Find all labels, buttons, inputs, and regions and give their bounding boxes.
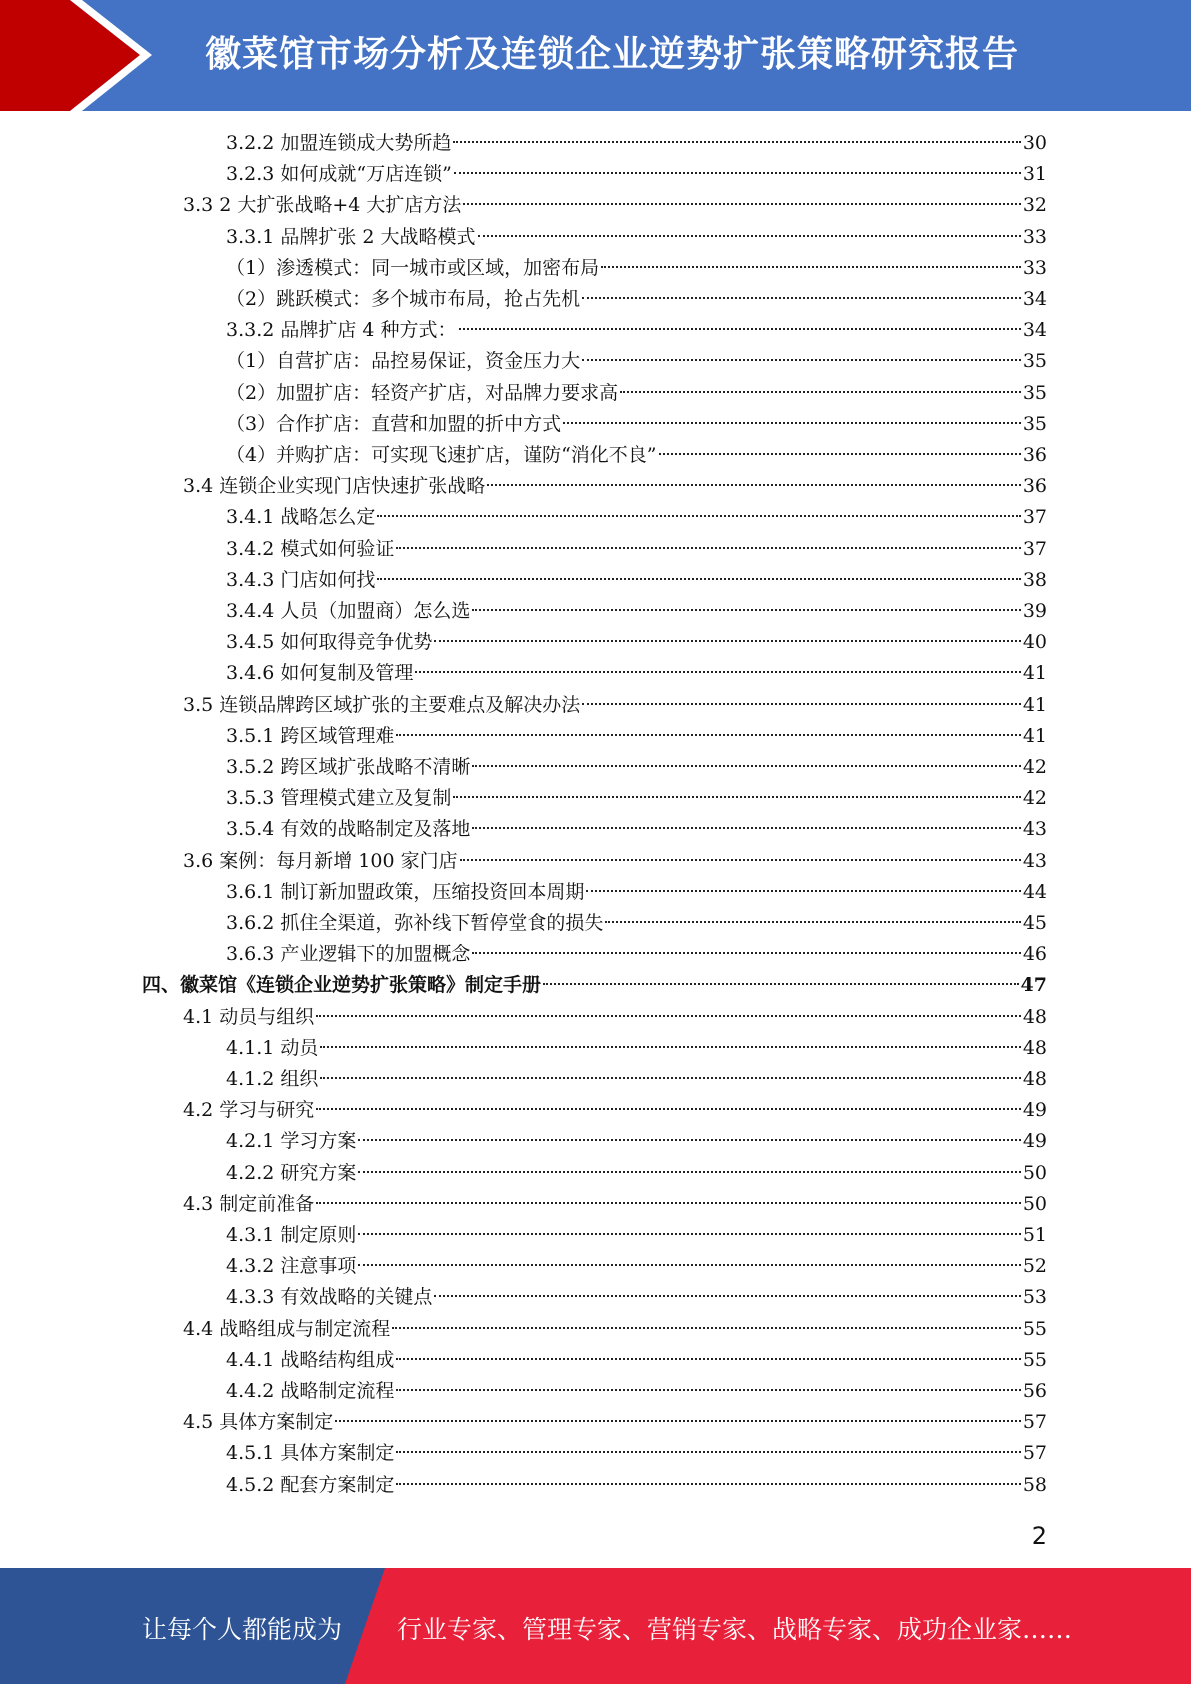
toc-entry-page: 57 [1022,1411,1047,1434]
toc-dot-leader [320,1077,1020,1079]
toc-entry[interactable] [226,1220,1047,1251]
footer-band [0,1568,1191,1684]
toc-dot-leader [335,1420,1021,1422]
toc-entry-page: 42 [1022,787,1047,810]
toc-entry[interactable] [226,627,1047,658]
toc-entry-page: 56 [1022,1380,1047,1402]
toc-entry-title: 3.5.3 管理模式建立及复制 [226,787,452,810]
toc-entry[interactable] [183,1407,1047,1438]
report-title: 徽菜馆市场分析及连锁企业逆势扩张策略研究报告 [205,34,1020,75]
toc-entry-page: 30 [1022,132,1047,154]
toc-entry[interactable] [142,970,1047,1001]
toc-entry-title: 3.4 连锁企业实现门店快速扩张战略 [183,475,486,498]
header-arrow-icon [0,0,160,111]
toc-entry-page: 31 [1022,163,1047,186]
toc-entry-title: 3.4.2 模式如何验证 [226,537,395,560]
toc-entry-title: 3.3.2 品牌扩店 4 种方式： [226,319,457,342]
toc-entry-page: 39 [1022,600,1047,622]
toc-dot-leader [659,453,1021,455]
toc-entry-page: 58 [1022,1473,1047,1496]
toc-dot-leader [434,640,1020,642]
toc-entry[interactable] [226,1376,1047,1407]
toc-entry[interactable] [183,846,1047,877]
toc-entry-page: 44 [1022,880,1047,903]
toc-entry-page: 36 [1022,444,1047,466]
toc-dot-leader [478,235,1021,237]
footer-tagline-left: 让每个人都能成为 [142,1615,343,1644]
toc-entry-page: 49 [1022,1099,1047,1122]
toc-entry-page: 33 [1022,256,1047,279]
toc-dot-leader [396,1483,1020,1485]
toc-dot-leader [586,890,1020,892]
toc-entry[interactable] [226,1470,1047,1501]
toc-entry[interactable] [226,1345,1047,1376]
toc-entry-title: 4.3.2 注意事项 [226,1255,357,1278]
toc-dot-leader [316,1015,1021,1017]
toc-dot-leader [396,1451,1020,1453]
toc-entry[interactable] [226,346,1047,377]
toc-entry-title: 3.4.4 人员（加盟商）怎么选 [226,600,471,622]
toc-entry[interactable] [226,908,1047,939]
toc-entry[interactable] [226,596,1047,627]
toc-entry-title: 4.3 制定前准备 [183,1192,315,1215]
toc-entry-title: 4.5 具体方案制定 [183,1411,334,1434]
toc-entry-title: 4.5.2 配套方案制定 [226,1473,395,1496]
toc-dot-leader [605,921,1020,923]
toc-entry-page: 33 [1022,225,1047,248]
toc-entry-title: 3.6.2 抓住全渠道，弥补线下暂停堂食的损失 [226,912,604,934]
toc-entry-title: （2）跳跃模式：多个城市布局，抢占先机 [226,288,581,310]
toc-dot-leader [472,952,1020,954]
toc-dot-leader [459,328,1021,330]
toc-entry[interactable] [226,877,1047,908]
toc-dot-leader [453,796,1020,798]
toc-entry-title: 3.6.1 制订新加盟政策，压缩投资回本周期 [226,880,585,903]
toc-entry-page: 34 [1022,319,1047,342]
toc-entry-title: 四、徽菜馆《连锁企业逆势扩张策略》制定手册 [142,974,542,997]
toc-entry[interactable] [226,1282,1047,1313]
toc-entry-title: 3.2.2 加盟连锁成大势所趋 [226,132,452,154]
toc-entry-page: 37 [1022,506,1047,529]
toc-entry[interactable] [226,658,1047,689]
toc-dot-leader [316,1202,1021,1204]
toc-entry-page: 34 [1022,288,1047,310]
toc-entry-page: 40 [1022,631,1047,654]
toc-entry[interactable] [183,690,1047,721]
toc-entry[interactable] [226,1033,1047,1064]
header-band [0,0,1191,111]
page-number: 2 [1031,1522,1047,1550]
toc-entry-page: 50 [1022,1161,1047,1184]
toc-entry-title: 3.6 案例：每月新增 100 家门店 [183,849,458,872]
toc-entry-title: 4.1.2 组织 [226,1068,319,1090]
toc-entry-title: （4）并购扩店：可实现飞速扩店，谨防“消化不良” [226,444,657,466]
toc-entry-page: 36 [1022,475,1047,498]
toc-entry-title: 4.1.1 动员 [226,1036,319,1059]
toc-entry-page: 46 [1022,943,1047,966]
toc-entry-page: 32 [1022,194,1047,217]
toc-entry[interactable] [226,253,1047,284]
toc-entry-page: 52 [1022,1255,1047,1278]
toc-entry[interactable] [183,1314,1047,1345]
toc-entry-page: 57 [1022,1442,1047,1465]
toc-dot-leader [358,1264,1020,1266]
toc-entry-title: （1）自营扩店：品控易保证，资金压力大 [226,350,581,373]
toc-entry-page: 35 [1022,381,1047,404]
toc-dot-leader [543,983,1019,985]
toc-dot-leader [358,1171,1020,1173]
toc-dot-leader [377,515,1020,517]
toc-entry-title: 3.4.3 门店如何找 [226,568,376,591]
toc-dot-leader [320,1046,1020,1048]
toc-dot-leader [601,266,1021,268]
toc-entry-page: 35 [1022,350,1047,373]
toc-entry-title: 4.2.1 学习方案 [226,1130,357,1153]
toc-entry-page: 42 [1022,756,1047,778]
toc-entry-title: 4.4 战略组成与制定流程 [183,1317,391,1340]
toc-dot-leader [487,484,1021,486]
toc-entry[interactable] [226,378,1047,409]
toc-dot-leader [582,297,1021,299]
toc-entry[interactable] [226,409,1047,440]
toc-entry-title: 4.4.1 战略结构组成 [226,1348,395,1371]
toc-entry[interactable] [183,190,1047,221]
toc-entry[interactable] [226,752,1047,783]
toc-entry-title: 3.3.1 品牌扩张 2 大战略模式 [226,225,476,248]
toc-dot-leader [396,547,1020,549]
toc-entry[interactable] [226,1126,1047,1157]
toc-entry-title: 3.3 2 大扩张战略+4 大扩店方法 [183,194,462,217]
toc-entry-page: 43 [1022,849,1047,872]
toc-entry-page: 38 [1022,568,1047,591]
toc-dot-leader [415,671,1020,673]
toc-entry[interactable] [226,1158,1047,1189]
toc-entry[interactable] [226,315,1047,346]
toc-entry[interactable] [226,534,1047,565]
toc-entry[interactable] [183,1095,1047,1126]
toc-dot-leader [620,391,1021,393]
toc-dot-leader [396,1358,1020,1360]
toc-entry-title: 3.2.3 如何成就“万店连锁” [226,163,452,186]
toc-entry[interactable] [226,1064,1047,1095]
toc-dot-leader [396,1389,1020,1391]
toc-entry-title: 4.3.3 有效战略的关键点 [226,1286,433,1309]
toc-entry-page: 48 [1022,1068,1047,1090]
toc-entry-page: 41 [1022,662,1047,685]
toc-dot-leader [392,1327,1021,1329]
footer-tagline-right: 行业专家、管理专家、营销专家、战略专家、成功企业家…… [397,1615,1073,1644]
toc-entry-page: 53 [1022,1286,1047,1309]
toc-entry[interactable] [226,565,1047,596]
toc-dot-leader [396,734,1020,736]
toc-entry-page: 50 [1022,1192,1047,1215]
toc-entry-title: 3.4.1 战略怎么定 [226,506,376,529]
toc-entry-title: 3.4.6 如何复制及管理 [226,662,414,685]
toc-entry-title: 3.5.2 跨区域扩张战略不清晰 [226,756,471,778]
toc-dot-leader [472,609,1020,611]
toc-entry-title: （2）加盟扩店：轻资产扩店，对品牌力要求高 [226,381,619,404]
toc-entry[interactable] [226,159,1047,190]
toc-entry-title: 4.2.2 研究方案 [226,1161,357,1184]
toc-dot-leader [358,1139,1020,1141]
toc-entry-page: 55 [1022,1317,1047,1340]
toc-entry[interactable] [226,783,1047,814]
toc-entry-page: 41 [1022,693,1047,716]
toc-entry-title: （1）渗透模式：同一城市或区域，加密布局 [226,256,600,279]
toc-dot-leader [434,1295,1020,1297]
toc-entry-page: 49 [1022,1130,1047,1153]
toc-entry-page: 37 [1022,537,1047,560]
toc-dot-leader [453,141,1020,143]
toc-entry-title: （3）合作扩店：直营和加盟的折中方式 [226,412,562,435]
toc-dot-leader [582,703,1021,705]
toc-dot-leader [463,203,1020,205]
toc-dot-leader [472,827,1020,829]
toc-entry-title: 4.5.1 具体方案制定 [226,1442,395,1465]
toc-entry-page: 41 [1022,724,1047,747]
toc-dot-leader [454,172,1021,174]
toc-entry[interactable] [226,284,1047,315]
toc-dot-leader [460,859,1021,861]
toc-entry-title: 4.1 动员与组织 [183,1005,315,1028]
toc-entry[interactable] [183,1189,1047,1220]
toc-dot-leader [472,765,1020,767]
toc-entry-page: 47 [1020,974,1047,997]
toc-entry[interactable] [226,721,1047,752]
toc-entry[interactable] [226,814,1047,845]
toc-dot-leader [377,578,1020,580]
toc-entry[interactable] [226,939,1047,970]
toc-dot-leader [316,1108,1021,1110]
toc-entry-page: 45 [1022,912,1047,934]
toc-entry[interactable] [226,440,1047,471]
toc-entry-title: 3.5 连锁品牌跨区域扩张的主要难点及解决办法 [183,693,581,716]
toc-dot-leader [563,422,1021,424]
toc-entry[interactable] [183,471,1047,502]
toc-entry-page: 43 [1022,818,1047,841]
toc-entry-title: 4.3.1 制定原则 [226,1224,357,1246]
toc-dot-leader [582,359,1021,361]
toc-entry-title: 3.6.3 产业逻辑下的加盟概念 [226,943,471,966]
toc-entry[interactable] [226,502,1047,533]
toc-entry[interactable] [226,222,1047,253]
toc-entry-title: 4.2 学习与研究 [183,1099,315,1122]
toc-entry[interactable] [226,1438,1047,1469]
toc-entry-page: 48 [1022,1005,1047,1028]
toc-entry-title: 4.4.2 战略制定流程 [226,1380,395,1402]
toc-entry-title: 3.4.5 如何取得竞争优势 [226,631,433,654]
toc-entry-page: 51 [1022,1224,1047,1246]
toc-entry[interactable] [226,128,1047,159]
toc-entry[interactable] [183,1002,1047,1033]
toc-entry-title: 3.5.4 有效的战略制定及落地 [226,818,471,841]
toc-entry-page: 55 [1022,1348,1047,1371]
toc-entry-page: 35 [1022,412,1047,435]
toc-entry[interactable] [226,1251,1047,1282]
toc-dot-leader [358,1233,1020,1235]
toc-entry-title: 3.5.1 跨区域管理难 [226,724,395,747]
toc-entry-page: 48 [1022,1036,1047,1059]
